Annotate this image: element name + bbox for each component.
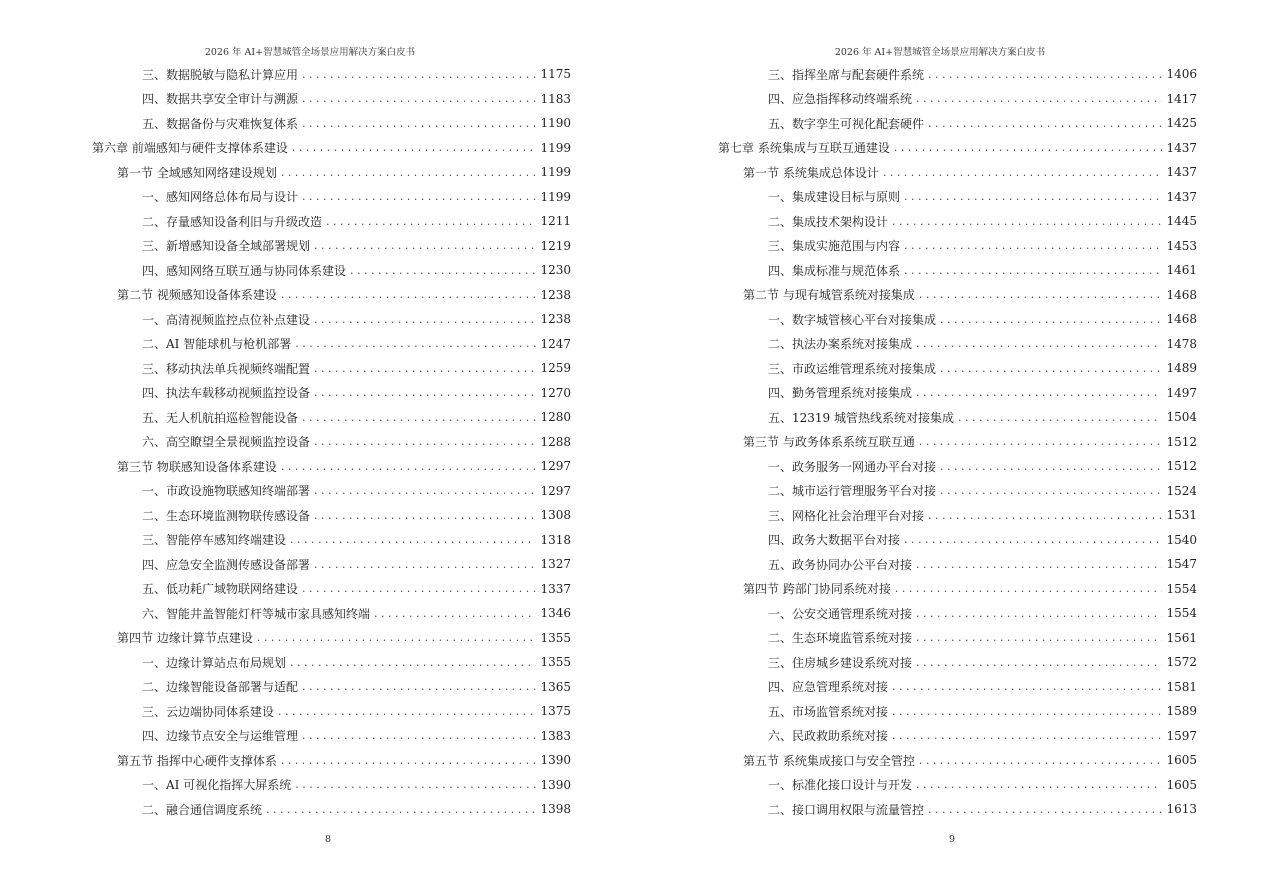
toc-entry[interactable] (92, 699, 571, 724)
toc-entry-page: 1445 (1166, 214, 1197, 229)
toc-entry[interactable] (718, 724, 1197, 749)
dot-leader (928, 509, 1162, 522)
dot-leader (916, 558, 1162, 571)
toc-entry[interactable] (92, 577, 571, 602)
toc-entry-title: 一、集成建设目标与原则 (768, 190, 901, 205)
dot-leader (292, 141, 537, 154)
toc-entry[interactable] (92, 773, 571, 798)
toc-entry-title: 二、AI 智能球机与枪机部署 (142, 337, 292, 352)
toc-entry-page: 1540 (1166, 532, 1197, 547)
toc-entry-title: 三、智能停车感知终端建设 (142, 533, 287, 548)
toc-entry-title: 四、应急指挥移动终端系统 (768, 92, 913, 107)
toc-entry-page: 1259 (540, 361, 571, 376)
toc-entry-page: 1318 (540, 532, 571, 547)
toc-entry-page: 1270 (540, 385, 571, 400)
dot-leader (281, 460, 537, 473)
toc-entry-title: 第五节 指挥中心硬件支撑体系 (117, 753, 277, 768)
toc-entry[interactable] (92, 185, 571, 210)
toc-entry[interactable] (92, 234, 571, 259)
toc-entry-title: 第二节 视频感知设备体系建设 (117, 288, 277, 303)
toc-entry[interactable] (718, 87, 1197, 112)
dot-leader (895, 582, 1163, 595)
toc-entry[interactable] (92, 62, 571, 87)
toc-entry-title: 四、政务大数据平台对接 (768, 533, 901, 548)
toc-entry[interactable] (92, 797, 571, 822)
toc-entry-title: 第五节 系统集成接口与安全管控 (743, 753, 915, 768)
dot-leader (266, 803, 536, 816)
toc-entry-page: 1489 (1166, 361, 1197, 376)
toc-entry[interactable] (718, 332, 1197, 357)
toc-entry[interactable] (718, 626, 1197, 651)
dot-leader (940, 460, 1162, 473)
toc-entry-page: 1183 (540, 91, 571, 106)
toc-entry-page: 1554 (1166, 581, 1197, 596)
dot-leader (928, 117, 1162, 130)
toc-entry-page: 1199 (540, 140, 571, 155)
toc-entry[interactable] (718, 552, 1197, 577)
dot-leader (904, 239, 1162, 252)
dot-leader (281, 754, 537, 767)
toc-entry-title: 四、勤务管理系统对接集成 (768, 386, 913, 401)
dot-leader (295, 778, 536, 791)
dot-leader (928, 803, 1162, 816)
toc-entry[interactable] (92, 381, 571, 406)
toc-entry-page: 1425 (1166, 116, 1197, 131)
toc-entry-title: 三、市政运维管理系统对接集成 (768, 361, 937, 376)
dot-leader (314, 509, 536, 522)
toc-entry-page: 1383 (540, 728, 571, 743)
toc-entry[interactable] (718, 160, 1197, 185)
left-page (0, 0, 620, 895)
toc-entry-page: 1531 (1166, 508, 1197, 523)
dot-leader (314, 313, 536, 326)
dot-leader (928, 68, 1162, 81)
dot-leader (326, 215, 536, 228)
toc-entry[interactable] (92, 405, 571, 430)
toc-entry-title: 二、生态环境监管系统对接 (768, 631, 913, 646)
toc-entry[interactable] (718, 405, 1197, 430)
toc-entry[interactable] (718, 503, 1197, 528)
toc-entry[interactable] (92, 332, 571, 357)
dot-leader (314, 435, 536, 448)
toc-entry[interactable] (92, 430, 571, 455)
toc-entry[interactable] (718, 430, 1197, 455)
toc-entry[interactable] (92, 307, 571, 332)
toc-entry-page: 1524 (1166, 483, 1197, 498)
toc-entry-title: 二、城市运行管理服务平台对接 (768, 484, 937, 499)
dot-leader (302, 190, 536, 203)
toc-entry-title: 五、政务协同办公平台对接 (768, 557, 913, 572)
dot-leader (302, 68, 536, 81)
dot-leader (290, 656, 536, 669)
toc-entry[interactable] (718, 528, 1197, 553)
toc-entry-page: 1437 (1166, 165, 1197, 180)
toc-entry-page: 1219 (540, 238, 571, 253)
toc-entry[interactable] (718, 234, 1197, 259)
toc-entry[interactable] (92, 675, 571, 700)
dot-leader (302, 92, 536, 105)
page-header: 2026 年 AI+智慧城管全场景应用解决方案白皮书 (204, 47, 416, 58)
dot-leader (257, 631, 537, 644)
toc-entry-page: 1468 (1166, 287, 1197, 302)
toc-entry[interactable] (718, 258, 1197, 283)
toc-entry-title: 第三节 与政务体系系统互联互通 (743, 435, 915, 450)
toc-entry-page: 1238 (540, 287, 571, 302)
toc-entry-title: 二、融合通信调度系统 (142, 802, 263, 817)
toc-entry[interactable] (718, 699, 1197, 724)
dot-leader (295, 337, 536, 350)
toc-entry-title: 三、新增感知设备全域部署规划 (142, 239, 311, 254)
toc-entry[interactable] (718, 185, 1197, 210)
dot-leader (940, 484, 1162, 497)
toc-entry[interactable] (92, 258, 571, 283)
toc-entry[interactable] (718, 748, 1197, 773)
toc-entry-page: 1199 (540, 165, 571, 180)
dot-leader (302, 729, 536, 742)
dot-leader (916, 337, 1162, 350)
toc-entry[interactable] (92, 626, 571, 651)
dot-leader (281, 166, 537, 179)
toc-entry-title: 第一节 系统集成总体设计 (743, 165, 879, 180)
dot-leader (314, 239, 536, 252)
toc-entry-title: 六、高空瞭望全景视频监控设备 (142, 435, 311, 450)
toc-entry[interactable] (718, 577, 1197, 602)
toc-entry-title: 五、低功耗广域物联网络建设 (142, 582, 299, 597)
toc-entry-page: 1547 (1166, 557, 1197, 572)
dot-leader (904, 190, 1162, 203)
toc-entry-page: 1327 (540, 557, 571, 572)
toc-entry-title: 第六章 前端感知与硬件支撑体系建设 (92, 141, 288, 156)
toc-entry-title: 一、公安交通管理系统对接 (768, 606, 913, 621)
dot-leader (314, 558, 536, 571)
dot-leader (302, 582, 536, 595)
dot-leader (916, 386, 1162, 399)
dot-leader (894, 141, 1163, 154)
dot-leader (302, 117, 536, 130)
dot-leader (892, 729, 1162, 742)
toc-entry-page: 1417 (1166, 91, 1197, 106)
toc-entry-page: 1437 (1166, 189, 1197, 204)
dot-leader (919, 435, 1163, 448)
dot-leader (940, 313, 1162, 326)
toc-entry-title: 第七章 系统集成与互联互通建设 (718, 141, 890, 156)
toc-entry-title: 六、民政救助系统对接 (768, 729, 889, 744)
toc-entry-page: 1512 (1166, 434, 1197, 449)
toc-entry-title: 二、集成技术架构设计 (768, 214, 889, 229)
toc-entry[interactable] (92, 503, 571, 528)
dot-leader (883, 166, 1163, 179)
toc-entry-page: 1390 (540, 753, 571, 768)
toc-entry-title: 二、存量感知设备利旧与升级改造 (142, 214, 323, 229)
dot-leader (302, 411, 536, 424)
toc-entry[interactable] (718, 773, 1197, 798)
toc-entry[interactable] (92, 283, 571, 308)
toc-entry-page: 1398 (540, 802, 571, 817)
dot-leader (919, 754, 1163, 767)
toc-entry[interactable] (718, 479, 1197, 504)
toc-entry-page: 1297 (540, 459, 571, 474)
toc-entry-title: 一、标准化接口设计与开发 (768, 778, 913, 793)
dot-leader (892, 215, 1162, 228)
toc-entry-page: 1280 (540, 410, 571, 425)
toc-entry[interactable] (718, 675, 1197, 700)
toc-entry-page: 1375 (540, 704, 571, 719)
dot-leader (350, 264, 536, 277)
toc-entry-title: 五、数据备份与灾难恢复体系 (142, 116, 299, 131)
table-of-contents (92, 62, 571, 822)
toc-entry-title: 四、边缘节点安全与运维管理 (142, 729, 299, 744)
toc-entry-title: 第四节 跨部门协同系统对接 (743, 582, 891, 597)
toc-entry-page: 1346 (540, 606, 571, 621)
toc-entry[interactable] (718, 601, 1197, 626)
dot-leader (904, 533, 1162, 546)
toc-entry-title: 第二节 与现有城管系统对接集成 (743, 288, 915, 303)
toc-entry[interactable] (718, 111, 1197, 136)
toc-entry[interactable] (718, 797, 1197, 822)
toc-entry-page: 1504 (1166, 410, 1197, 425)
toc-entry[interactable] (718, 356, 1197, 381)
toc-entry-page: 1554 (1166, 606, 1197, 621)
toc-entry-page: 1613 (1166, 802, 1197, 817)
right-page (630, 0, 1250, 895)
toc-entry-page: 1308 (540, 508, 571, 523)
toc-entry-title: 一、政务服务一网通办平台对接 (768, 459, 937, 474)
page-header: 2026 年 AI+智慧城管全场景应用解决方案白皮书 (834, 47, 1046, 58)
toc-entry[interactable] (718, 283, 1197, 308)
toc-entry-page: 1288 (540, 434, 571, 449)
toc-entry[interactable] (92, 724, 571, 749)
dot-leader (314, 386, 536, 399)
toc-entry-title: 一、AI 可视化指挥大屏系统 (142, 778, 292, 793)
toc-entry-page: 1461 (1166, 263, 1197, 278)
toc-entry-page: 1390 (540, 777, 571, 792)
toc-entry-page: 1561 (1166, 630, 1197, 645)
toc-entry-page: 1468 (1166, 312, 1197, 327)
toc-entry[interactable] (718, 650, 1197, 675)
toc-entry-title: 二、接口调用权限与流量管控 (768, 802, 925, 817)
toc-entry-title: 四、集成标准与规范体系 (768, 263, 901, 278)
toc-entry-title: 第三节 物联感知设备体系建设 (117, 459, 277, 474)
toc-entry-title: 一、市政设施物联感知终端部署 (142, 484, 311, 499)
dot-leader (916, 631, 1162, 644)
toc-entry-page: 1605 (1166, 777, 1197, 792)
toc-entry-title: 第四节 边缘计算节点建设 (117, 631, 253, 646)
toc-entry-page: 1337 (540, 581, 571, 596)
toc-entry[interactable] (718, 454, 1197, 479)
toc-entry-title: 四、应急安全监测传感设备部署 (142, 557, 311, 572)
toc-entry[interactable] (718, 136, 1197, 161)
toc-entry-page: 1199 (540, 189, 571, 204)
toc-entry[interactable] (92, 160, 571, 185)
toc-entry[interactable] (92, 136, 571, 161)
toc-entry-title: 六、智能井盖智能灯杆等城市家具感知终端 (142, 606, 371, 621)
toc-entry-title: 一、感知网络总体布局与设计 (142, 190, 299, 205)
toc-entry[interactable] (92, 454, 571, 479)
toc-entry-page: 1597 (1166, 728, 1197, 743)
toc-entry-title: 三、集成实施范围与内容 (768, 239, 901, 254)
toc-entry-title: 二、生态环境监测物联传感设备 (142, 508, 311, 523)
toc-entry-title: 三、数据脱敏与隐私计算应用 (142, 67, 299, 82)
toc-entry-title: 一、边缘计算站点布局规划 (142, 655, 287, 670)
dot-leader (916, 656, 1162, 669)
toc-entry[interactable] (92, 650, 571, 675)
toc-entry-title: 五、12319 城管热线系统对接集成 (768, 410, 954, 425)
toc-entry-page: 1453 (1166, 238, 1197, 253)
toc-entry-title: 四、数据共享安全审计与溯源 (142, 92, 299, 107)
toc-entry[interactable] (718, 62, 1197, 87)
toc-entry-page: 1589 (1166, 704, 1197, 719)
dot-leader (958, 411, 1162, 424)
toc-entry-page: 1512 (1166, 459, 1197, 474)
dot-leader (314, 362, 536, 375)
dot-leader (281, 288, 537, 301)
toc-entry-page: 1238 (540, 312, 571, 327)
toc-entry-page: 1365 (540, 679, 571, 694)
toc-entry-page: 1478 (1166, 336, 1197, 351)
toc-entry[interactable] (92, 748, 571, 773)
dot-leader (916, 92, 1162, 105)
toc-entry-title: 三、移动执法单兵视频终端配置 (142, 361, 311, 376)
dot-leader (916, 607, 1162, 620)
toc-entry-page: 1230 (540, 263, 571, 278)
dot-leader (940, 362, 1162, 375)
toc-entry[interactable] (92, 111, 571, 136)
toc-entry-page: 1247 (540, 336, 571, 351)
toc-entry[interactable] (92, 87, 571, 112)
table-of-contents (718, 62, 1197, 822)
toc-entry[interactable] (718, 209, 1197, 234)
toc-entry-title: 一、高清视频监控点位补点建设 (142, 312, 311, 327)
toc-entry-page: 1355 (540, 630, 571, 645)
toc-entry[interactable] (92, 479, 571, 504)
toc-entry-page: 1572 (1166, 655, 1197, 670)
page-number: 8 (324, 834, 332, 845)
toc-entry-page: 1355 (540, 655, 571, 670)
toc-entry-title: 三、云边端协同体系建设 (142, 704, 275, 719)
dot-leader (302, 680, 536, 693)
toc-entry-title: 三、网格化社会治理平台对接 (768, 508, 925, 523)
toc-entry-title: 二、边缘智能设备部署与适配 (142, 680, 299, 695)
toc-entry-title: 五、市场监管系统对接 (768, 704, 889, 719)
toc-entry-page: 1497 (1166, 385, 1197, 400)
toc-entry[interactable] (92, 356, 571, 381)
toc-entry-page: 1581 (1166, 679, 1197, 694)
toc-entry-title: 一、数字城管核心平台对接集成 (768, 312, 937, 327)
toc-entry-page: 1190 (540, 116, 571, 131)
toc-entry-title: 三、指挥坐席与配套硬件系统 (768, 67, 925, 82)
dot-leader (374, 607, 536, 620)
toc-entry-page: 1175 (540, 67, 571, 82)
toc-entry-title: 四、感知网络互联互通与协同体系建设 (142, 263, 347, 278)
toc-entry[interactable] (92, 209, 571, 234)
dot-leader (892, 680, 1162, 693)
toc-entry[interactable] (92, 552, 571, 577)
dot-leader (919, 288, 1163, 301)
toc-entry-title: 四、执法车载移动视频监控设备 (142, 386, 311, 401)
toc-entry[interactable] (92, 528, 571, 553)
toc-entry[interactable] (718, 307, 1197, 332)
toc-entry[interactable] (92, 601, 571, 626)
toc-entry-title: 四、应急管理系统对接 (768, 680, 889, 695)
dot-leader (904, 264, 1162, 277)
dot-leader (314, 484, 536, 497)
dot-leader (916, 778, 1162, 791)
dot-leader (892, 705, 1162, 718)
toc-entry-title: 三、住房城乡建设系统对接 (768, 655, 913, 670)
toc-entry[interactable] (718, 381, 1197, 406)
toc-entry-page: 1406 (1166, 67, 1197, 82)
toc-entry-title: 五、无人机航拍巡检智能设备 (142, 410, 299, 425)
toc-entry-page: 1437 (1166, 140, 1197, 155)
toc-entry-page: 1297 (540, 483, 571, 498)
toc-entry-title: 五、数字孪生可视化配套硬件 (768, 116, 925, 131)
dot-leader (278, 705, 536, 718)
toc-entry-title: 二、执法办案系统对接集成 (768, 337, 913, 352)
dot-leader (290, 533, 536, 546)
toc-entry-title: 第一节 全域感知网络建设规划 (117, 165, 277, 180)
toc-entry-page: 1605 (1166, 753, 1197, 768)
toc-entry-page: 1211 (540, 214, 571, 229)
page-number: 9 (948, 834, 956, 845)
